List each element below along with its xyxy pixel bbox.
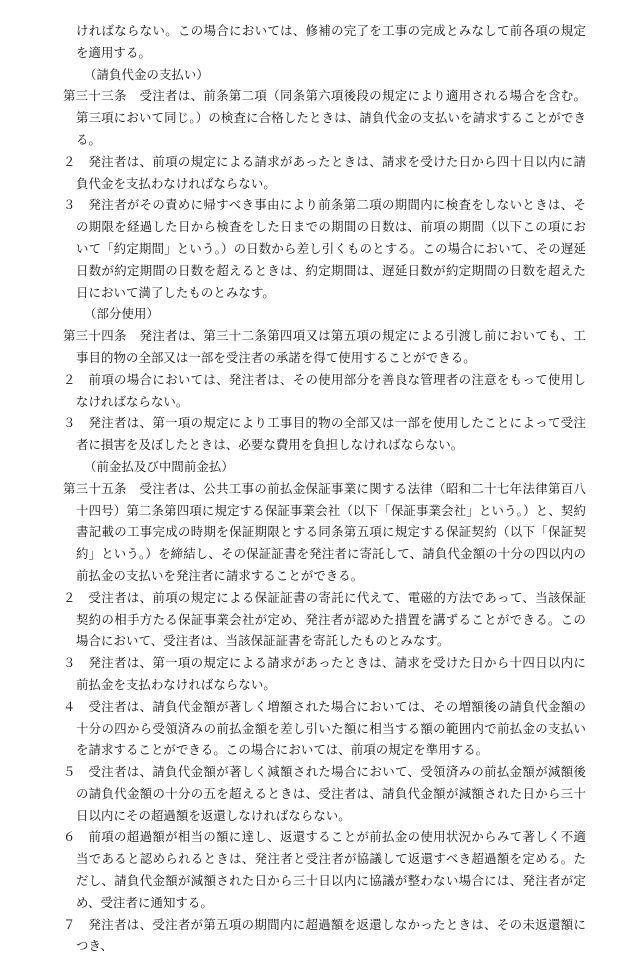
article-34-item-3: ３ 発注者は、第一項の規定により工事目的物の全部又は一部を使用したことによって受注者に損害を及ぼしたときは、必要な費用を負担しなければならない。 — [63, 415, 586, 453]
article-35-item-6: ６ 前項の超過額が相当の額に達し、返還することが前払金の使用状況からみて著しく不適当であると認められるときは、発注者と受注者が協議して返還すべき超過額を定める。ただし、請負代金額が減額された日から三十日以内に協議が整わない場合には、発注者が定め、受注者に通知する。 — [63, 829, 586, 910]
article-33-item-2: ２ 発注者は、前項の規定による請求があったときは、請求を受けた日から四十日以内に請負代金を支払わなければならない。 — [63, 153, 586, 191]
article-33-item-3: ３ 発注者がその責めに帰すべき事由により前条第二項の期間内に検査をしないときは、その期限を経過した日から検査をした日までの期間の日数は、前項の期間（以下この項において「約定期間」という。）の日数から差し引くものとする。この場合において、その遅延日数が約定期間の日数を超えるときは、約定期間は、遅延日数が約定期間の日数を超えた日において満了したものとみなす。 — [63, 197, 586, 300]
section-heading-advance-payment: （前金払及び中間前金払） — [84, 458, 234, 474]
article-33: 第三十三条 受注者は、前条第二項（同条第六項後段の規定により適用される場合を含む。第三項において同じ。）の検査に合格したときは、請負代金の支払いを請求することができる。 — [63, 88, 586, 147]
section-heading-payment: （請負代金の支払い） — [84, 66, 209, 82]
contract-document-page — [63, 20, 586, 957]
article-35-item-5: ５ 受注者は、請負代金額が著しく減額された場合において、受領済みの前払金額が減額後の請負代金額の十分の五を超えるときは、受注者は、請負代金額が減額された日から三十日以内にその超過額を返還しなければならない。 — [63, 764, 586, 823]
article-35-item-4: ４ 受注者は、請負代金額が著しく増額された場合においては、その増額後の請負代金額の十分の四から受領済みの前払金額を差し引いた額に相当する額の範囲内で前払金の支払いを請求することができる。この場合においては、前項の規定を準用する。 — [63, 698, 586, 758]
article-35-item-3: ３ 発注者は、第一項の規定による請求があったときは、請求を受けた日から十四日以内に前払金を支払わなければならない。 — [63, 655, 586, 692]
section-heading-partial-use: （部分使用） — [84, 306, 159, 322]
article-35: 第三十五条 受注者は、公共工事の前払金保証事業に関する法律（昭和二十七年法律第百八十四号）第二条第四項に規定する保証事業会社（以下「保証事業会社」という。）と、契約書記載の工事完成の時期を保証期限とする同条第五項に規定する保証契約（以下「保証契約」という。）を締結し、その保証証書を発注者に寄託して、請負代金額の十分の四以内の前払金の支払いを発注者に請求することができる。 — [63, 480, 586, 583]
continued-paragraph: ければならない。この場合においては、修補の完了を工事の完成とみなして前各項の規定を適用する。 — [76, 23, 586, 60]
article-34: 第三十四条 発注者は、第三十二条第四項又は第五項の規定による引渡し前においても、工事目的物の全部又は一部を受注者の承諾を得て使用することができる。 — [63, 328, 586, 365]
article-34-item-2: ２ 前項の場合においては、発注者は、その使用部分を善良な管理者の注意をもって使用しなければならない。 — [63, 371, 586, 409]
article-35-item-7: ７ 発注者は、受注者が第五項の期間内に超過額を返還しなかったときは、その未返還額につき、 — [63, 916, 586, 954]
article-35-item-2: ２ 受注者は、前項の規定による保証証書の寄託に代えて、電磁的方法であって、当該保証契約の相手方たる保証事業会社が定め、発注者が認めた措置を講ずることができる。この場合において、受注者は、当該保証証書を寄託したものとみなす。 — [63, 589, 586, 649]
